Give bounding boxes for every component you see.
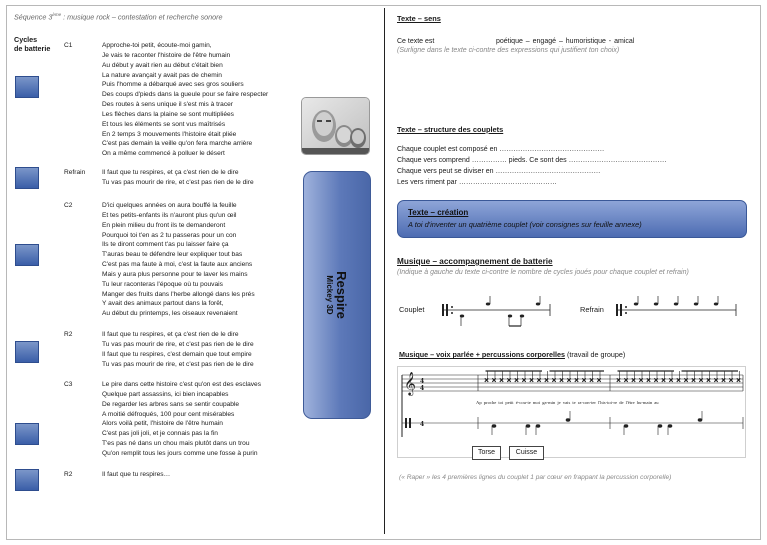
score-note: × (491, 377, 497, 384)
score-note: × (683, 377, 689, 384)
svg-text:𝄞: 𝄞 (404, 371, 416, 395)
verse-line: Il faut que tu respires… (102, 471, 171, 478)
batterie-heading: Musique – accompagnement de batterie (397, 257, 553, 266)
score-note: × (574, 377, 580, 384)
cycle-box-c2[interactable] (15, 244, 39, 266)
verse-line: Et tous les éléments se sont vus maîtrisés (102, 120, 226, 128)
percussion-note (658, 425, 662, 428)
block-tag: C2 (64, 202, 73, 209)
score-note: × (631, 377, 637, 384)
cuisse-label: Cuisse (509, 446, 544, 460)
score-note: × (638, 377, 644, 384)
couplet-rhythm-staff (440, 296, 552, 328)
verse-line: Mais y aura plus personne pour te laver les mains (102, 270, 248, 278)
score-note: × (484, 377, 490, 384)
column-divider (384, 8, 385, 534)
cycle-box-c1[interactable] (15, 76, 39, 98)
cycles-heading: Cycles de batterie (14, 35, 51, 53)
score-note: × (596, 377, 602, 384)
verse-line: Quelque part assassins, ici bien incapables (102, 390, 229, 398)
verse-line: Y avait des animaux partout dans la forêt, (102, 300, 224, 308)
verse-line: Tu vas pas mourir de rire, et c'est pas rien de le dire (102, 360, 254, 368)
verse-block (102, 470, 302, 480)
score-note: × (676, 377, 682, 384)
verse-line: Manger des fruits dans l'herbe allongé dans les prés (102, 290, 255, 298)
percussion-note (526, 425, 530, 428)
verse-line: Il faut que tu respires, et ça c'est rien de le dire (102, 169, 239, 176)
score-note: × (698, 377, 704, 384)
verse-line: Des coups d'pieds dans la gueule pour se faire respecter (102, 91, 269, 99)
score-note: × (661, 377, 667, 384)
score-note: × (521, 377, 527, 384)
verse-line: En plein milieu du front ils te demanderont (102, 221, 226, 229)
verse-line: Ils te diront comment t'as pu laisser faire ça (102, 241, 229, 249)
verse-line: La nature avançait y avait pas de chemin (102, 71, 222, 79)
rhythm-score (397, 366, 746, 458)
sens-line-start: Ce texte est (397, 38, 435, 45)
cycle-box-refrain[interactable] (15, 167, 39, 189)
sens-heading: Texte – sens (397, 14, 441, 23)
percussion-note (668, 425, 672, 428)
cycle-box-r2[interactable] (15, 341, 39, 363)
verse-line: Tu vas pas mourir de rire, et c'est pas rien de le dire (102, 178, 254, 186)
verse-line: T'auras beau te défendre leur expliquer tout bas (102, 251, 243, 259)
sens-hint: (Surligne dans le texte ci-contre des expressions qui justifient ton choix) (397, 47, 620, 54)
couplet-label: Couplet (399, 305, 425, 314)
structure-line-3[interactable]: Chaque vers peut se diviser en ……………………………………… (397, 168, 601, 175)
score-note: × (728, 377, 734, 384)
score-note: × (721, 377, 727, 384)
verse-line: C'est pas demain la veille qu'on fera marche arrière (102, 140, 253, 148)
verse-line: D'ici quelques années on aura bouffé la feuille (102, 202, 237, 209)
verse-line: Pourquoi toi t'en as 2 tu passeras pour un con (102, 231, 237, 239)
score-note: × (623, 377, 629, 384)
verse-line: T'es pas né dans un chou mais plutôt dans un trou (102, 440, 250, 448)
cycle-box-r2-final[interactable] (15, 469, 39, 491)
sequence-header: Séquence 3ème : musique rock – contestation et recherche sonore (14, 12, 223, 22)
score-note: × (616, 377, 622, 384)
song-title: Respire (334, 271, 349, 319)
verse-line: Tu leur raconteras l'époque où tu pouvais (102, 280, 223, 288)
verse-line: Il faut que tu respires, et ça c'est rien de le dire (102, 331, 239, 338)
block-tag: C3 (64, 381, 73, 388)
verse-line: Les flèches dans la plaine se sont multipliées (102, 110, 234, 118)
block-tag: R2 (64, 331, 73, 338)
score-note: × (646, 377, 652, 384)
score-note: × (706, 377, 712, 384)
band-photo (301, 97, 370, 155)
block-tag: C1 (64, 42, 73, 49)
verse-line: Alors voilà petit, l'histoire de l'être humain (102, 420, 223, 428)
verse-line: Il faut que tu respires, c'est demain que tout empire (102, 350, 252, 358)
score-note: × (566, 377, 572, 384)
batterie-hint: (Indique à gauche du texte ci-contre le nombre de cycles joués pour chaque couplet et refrain) (397, 269, 689, 276)
score-note: × (559, 377, 565, 384)
refrain-rhythm-staff (614, 296, 738, 328)
score-note: × (668, 377, 674, 384)
svg-text:4: 4 (420, 385, 425, 392)
creation-panel (397, 200, 747, 238)
score-note: × (514, 377, 520, 384)
block-tag: Refrain (64, 169, 86, 176)
song-artist: Mickey 3D (325, 275, 334, 315)
verse-line: Le pire dans cette histoire c'est qu'on est des esclaves (102, 381, 262, 388)
verse-line: Et tes petits-enfants ils n'auront plus qu'un œil (102, 211, 237, 219)
verse-line: Des routes à sens unique il s'est mis à tracer (102, 101, 233, 109)
score-note: × (544, 377, 550, 384)
creation-text: A toi d'inventer un quatrième couplet (voir consignes sur feuille annexe) (408, 220, 642, 229)
verse-block (102, 41, 302, 159)
score-note: × (713, 377, 719, 384)
verse-line: Au début du printemps, les oiseaux revenaient (102, 310, 238, 318)
verse-line: Approche-toi petit, écoute-moi gamin, (102, 42, 212, 49)
structure-line-1[interactable]: Chaque couplet est composé en ……………………………………… (397, 146, 605, 153)
structure-line-2[interactable]: Chaque vers comprend …………… pieds. Ce sont des …………………………………… (397, 157, 667, 164)
torse-label: Torse (472, 446, 501, 460)
final-hint: (« Raper » les 4 premières lignes du couplet 1 par cœur en frappant la percussion corporelle) (399, 474, 672, 481)
score-note: × (653, 377, 659, 384)
score-note: × (691, 377, 697, 384)
structure-line-4[interactable]: Les vers riment par …………………………………… (397, 179, 557, 186)
verse-line: De regarder les arbres sans se sentir coupable (102, 400, 240, 408)
score-note: × (506, 377, 512, 384)
score-note: × (581, 377, 587, 384)
verse-line: Au début y avait rien au début c'était bien (102, 61, 223, 69)
score-lyrics: Ap proche toi petit é-cou-te moi ga-min je vais te ra-con-ter l'his-toi-re de l'être hu-main au (476, 400, 659, 405)
verse-line: Tu vas pas mourir de rire, et c'est pas rien de le dire (102, 340, 254, 348)
score-note: × (536, 377, 542, 384)
verse-line: C'est pas ma faute à moi, c'est la faute aux anciens (102, 261, 253, 269)
score-note: × (529, 377, 535, 384)
verse-block (102, 168, 302, 188)
verse-line: Puis l'homme a débarqué avec ses gros souliers (102, 81, 244, 89)
voix-heading-row: Musique – voix parlée + percussions corporelles (travail de groupe) (399, 350, 626, 359)
verse-line: On a même commencé à polluer le désert (102, 150, 225, 158)
structure-heading: Texte – structure des couplets (397, 125, 504, 134)
svg-text:4: 4 (420, 378, 425, 385)
verse-block (102, 201, 302, 319)
block-tag: R2 (64, 471, 73, 478)
percussion-note (536, 425, 540, 428)
verse-block (102, 380, 302, 459)
percussion-note (698, 419, 702, 422)
verse-block (102, 330, 302, 369)
score-note: × (551, 377, 557, 384)
song-title-panel (303, 171, 371, 419)
verse-line: Qu'on remplit tous les jours comme une fosse à purin (102, 449, 258, 457)
verse-line: A moitié défroqués, 100 pour cent misérables (102, 410, 235, 418)
sens-options[interactable]: poétique – engagé – humoristique - amical (496, 38, 635, 45)
verse-line: En 2 temps 3 mouvements l'histoire était pliée (102, 130, 237, 138)
percussion-note (566, 419, 570, 422)
cycle-box-c3[interactable] (15, 423, 39, 445)
creation-heading: Texte – création (408, 208, 469, 217)
verse-line: Je vais te raconter l'histoire de l'être humain (102, 51, 231, 59)
verse-line: C'est pas joli joli, et je connais pas la fin (102, 430, 218, 438)
score-note: × (589, 377, 595, 384)
percussion-note (624, 425, 628, 428)
score-note: × (736, 377, 742, 384)
refrain-label: Refrain (580, 305, 604, 314)
percussion-note (492, 425, 496, 428)
score-note: × (499, 377, 505, 384)
svg-text:4: 4 (420, 421, 425, 428)
